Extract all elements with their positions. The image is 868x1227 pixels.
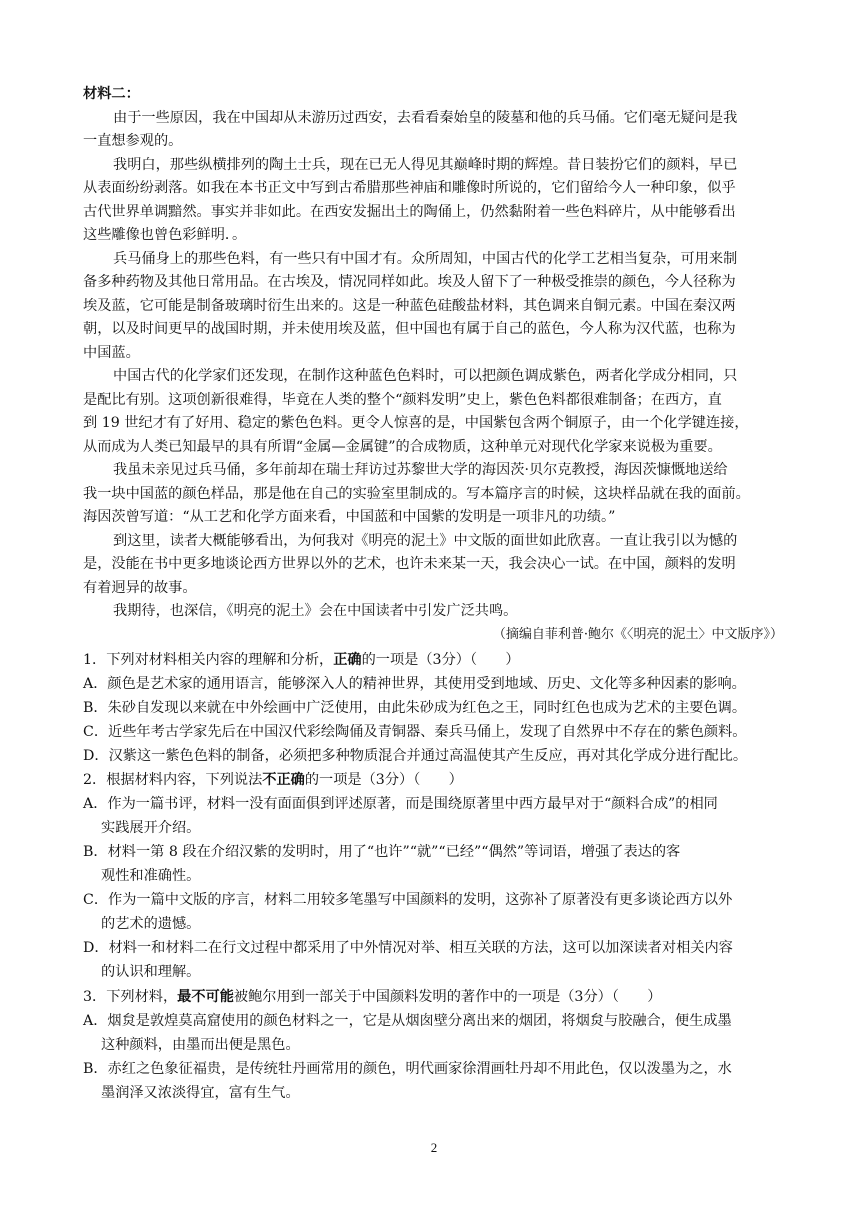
question-text: 的一项是（3分）（ ） [304,772,463,788]
paragraph-line: 有着迥异的故事。 [83,579,197,596]
question-2-option-b: B．材料一第 8 段在介绍汉紫的发明时，用了“也许”“就”“已经”“偶然”等词语，增强了表达的客 [83,844,681,860]
paragraph-line: 从而成为人类已知最早的具有所谓“金属—金属键”的合成物质，这种单元对现代化学家来说极为重要。 [83,438,722,455]
paragraph-line: 我明白，那些纵横排列的陶土士兵，现在已无人得见其巅峰时期的辉煌。昔日装扮它们的颜料，早已 [113,156,738,173]
question-2-stem [83,769,463,791]
page-number: 2 [430,1140,438,1155]
paragraph-line: 我一块中国蓝的颜色样品，那是他在自己的实验室里制成的。写本篇序言的时候，这块样品就在我的面前。 [83,485,750,502]
source-citation: （摘编自菲利普·鲍尔《〈明亮的泥土〉中文版序》） [492,626,783,642]
paragraph-line: 是配比有别。这项创新很难得，毕竟在人类的整个“颜料发明”史上，紫色色料都很难制备；在西方，直 [83,391,722,408]
paragraph-line: 到 19 世纪才有了好用、稳定的紫色色料。更令人惊喜的是，中国紫包含两个铜原子，由一个化学键连接， [83,415,749,431]
paragraph-line: 这些雕像也曾色彩鲜明．。 [83,227,247,243]
material-title: 材料二： [83,86,140,102]
question-2-option-a-cont: 实践展开介绍。 [101,820,201,836]
question-emphasis: 最不可能 [177,989,234,1005]
question-3-stem [83,986,661,1008]
question-3-option-b: B．赤红之色象征福贵，是传统牡丹画常用的颜色，明代画家徐渭画牡丹却不用此色，仅以泼墨为之，水 [83,1061,732,1077]
paragraph-line: 到这里，读者大概能够看出，为何我对《明亮的泥土》中文版的面世如此欣喜。一直让我引以为憾的 [113,532,738,549]
question-2-option-c-cont: 的艺术的遗憾。 [101,916,201,932]
paragraph-line: 朝，以及时间更早的战国时期，并未使用埃及蓝，但中国也有属于自己的蓝色，今人称为汉代蓝，也称为 [83,321,736,337]
question-emphasis: 正确 [333,652,362,668]
question-3-option-a-cont: 这种颜料，由墨而出便是黑色。 [101,1037,300,1053]
question-2-option-c: C．作为一篇中文版的序言，材料二用较多笔墨写中国颜料的发明，这弥补了原著没有更多谈论西方以外 [83,892,733,908]
question-1-stem [83,649,520,671]
paragraph-line: 中国蓝。 [83,344,140,361]
question-2-option-d: D．材料一和材料二在行文过程中都采用了中外情况对举、相互关联的方法，这可以加深读者对相关内容 [83,940,733,956]
paragraph-line: 兵马俑身上的那些色料，有一些只有中国才有。众所周知，中国古代的化学工艺相当复杂，可用来制 [113,250,738,267]
question-3-option-b-cont: 墨润泽又浓淡得宜，富有生气。 [101,1085,300,1101]
question-1-option-a: A．颜色是艺术家的通用语言，能够深入人的精神世界，其使用受到地域、历史、文化等多种因素的影响。 [83,676,746,692]
paragraph-line: 古代世界单调黯然。事实并非如此。在西安发掘出土的陶俑上，仍然黏附着一些色料碎片，从中能够看出 [83,203,736,220]
question-emphasis: 不正确 [262,772,305,788]
question-text: 2．根据材料内容，下列说法 [83,772,263,788]
paragraph-line: 中国古代的化学家们还发现，在制作这种蓝色色料时，可以把颜色调成紫色，两者化学成分相同，只 [113,368,738,384]
paragraph-line: 备多种药物及其他日常用品。在古埃及，情况同样如此。埃及人留下了一种极受推崇的颜色，今人径称为 [83,274,736,290]
paragraph-line: 埃及蓝，它可能是制备玻璃时衍生出来的。这是一种蓝色硅酸盐材料，其色调来自铜元素。中国在秦汉两 [83,297,736,314]
question-1-option-b: B．朱砂自发现以来就在中外绘画中广泛使用，由此朱砂成为红色之王，同时红色也成为艺术的主要色调。 [83,700,747,716]
question-2-option-b-cont: 观性和准确性。 [101,868,201,884]
question-2-option-a: A．作为一篇书评，材料一没有面面俱到评述原著，而是围绕原著里中西方最早对于“颜料合成”的相同 [83,796,718,812]
paragraph-line: 我期待，也深信，《明亮的泥土》会在中国读者中引发广泛共鸣。 [113,603,518,619]
paragraph-line: 我虽未亲见过兵马俑，多年前却在瑞士拜访过苏黎世大学的海因茨·贝尔克教授，海因茨慷慨地送给 [113,462,728,478]
question-3-option-a: A．烟炱是敦煌莫高窟使用的颜色材料之一，它是从烟囱壁分离出来的烟团，将烟炱与胶融合，便生成墨 [83,1013,732,1029]
question-1-option-c: C．近些年考古学家先后在中国汉代彩绘陶俑及青铜器、秦兵马俑上，发现了自然界中不存在的紫色颜料。 [83,724,747,740]
question-text: 1．下列对材料相关内容的理解和分析， [83,652,334,668]
paragraph-line: 由于一些原因，我在中国却从未游历过西安，去看看秦始皇的陵墓和他的兵马俑。它们毫无疑问是我 [113,109,738,126]
paragraph-line: 是，没能在书中更多地谈论西方世界以外的艺术，也许未来某一天，我会决心一试。在中国，颜料的发明 [83,556,736,572]
paragraph-line: 从表面纷纷剥落。如我在本书正文中写到古希腊那些神庙和雕像时所说的，它们留给今人一种印象，似乎 [83,180,736,196]
question-2-option-d-cont: 的认识和理解。 [101,964,201,980]
paragraph-line: 一直想参观的。 [83,133,183,149]
question-text: 3．下列材料， [83,989,178,1005]
question-text: 被鲍尔用到一部关于中国颜料发明的著作中的一项是（3分）（ ） [233,989,662,1005]
question-text: 的一项是（3分）（ ） [361,652,520,668]
question-1-option-d: D．汉紫这一紫色色料的制备，必须把多种物质混合并通过高温使其产生反应，再对其化学成分进行配比。 [83,748,748,764]
paragraph-line: 海因茨曾写道：“从工艺和化学方面来看，中国蓝和中国紫的发明是一项非凡的功绩。” [83,509,616,525]
